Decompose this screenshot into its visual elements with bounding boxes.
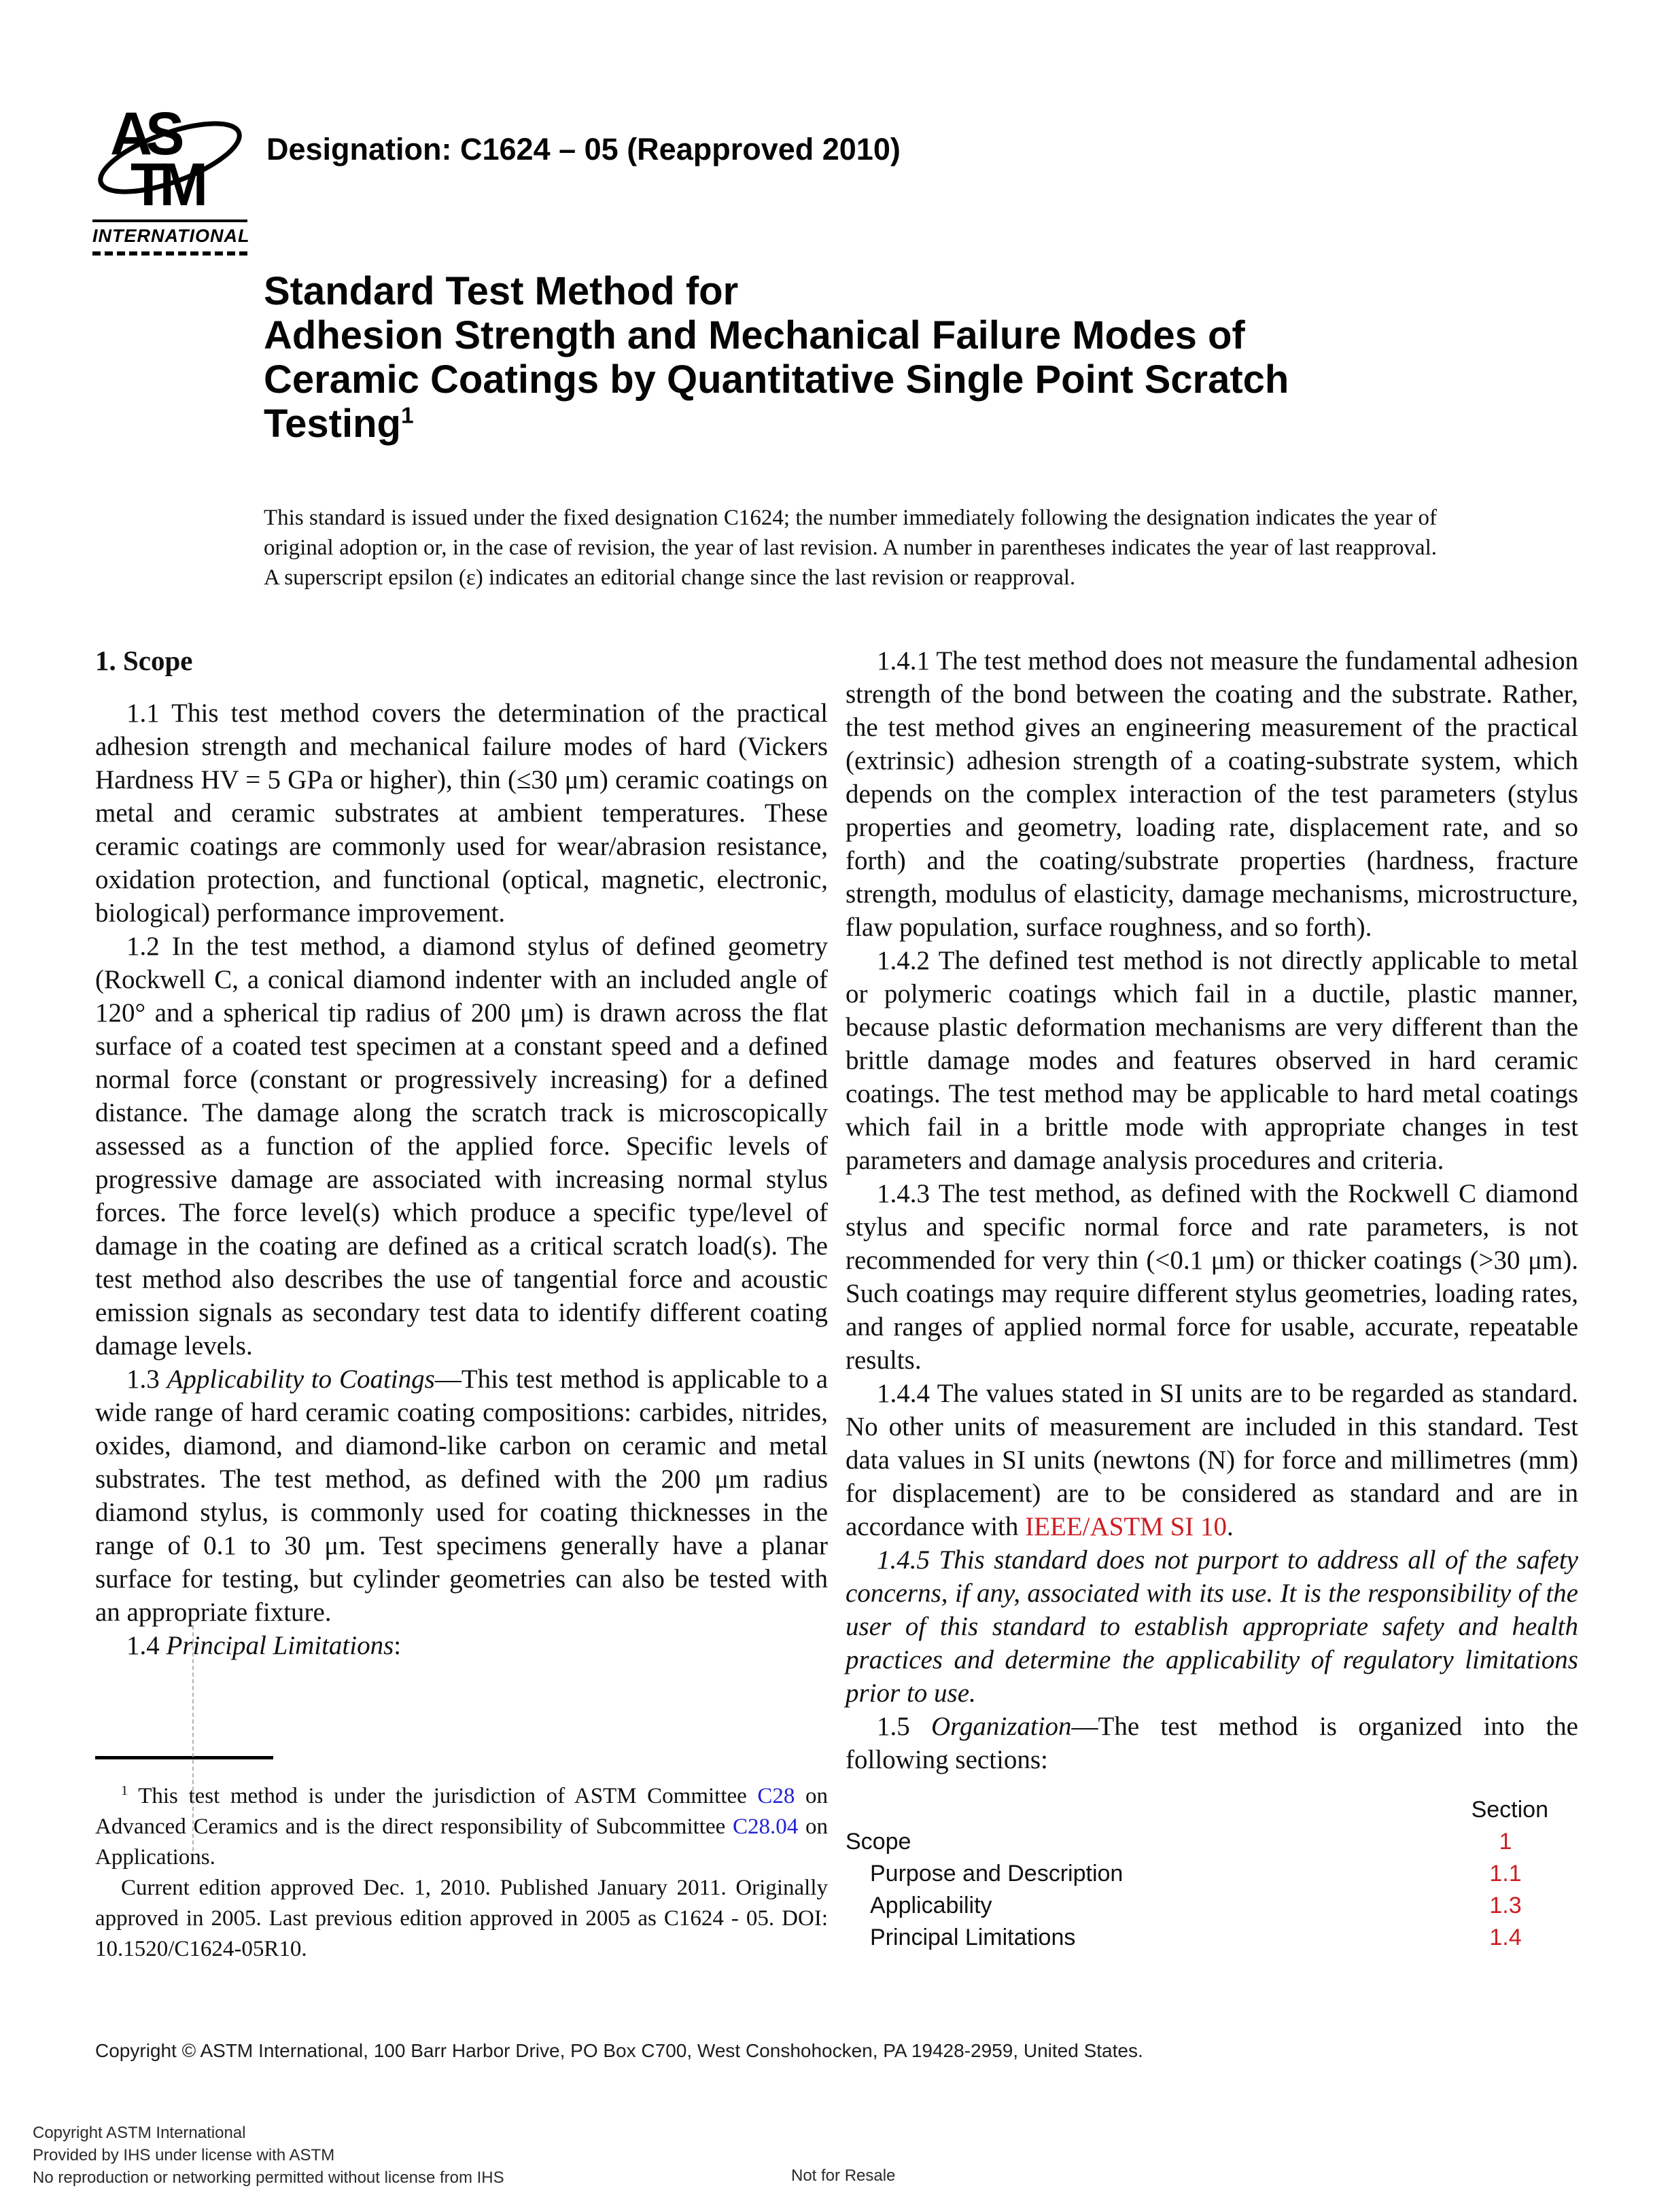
astm-logo: [92, 101, 250, 256]
text-segment: This test method is under the jurisdiction of ASTM Committee: [128, 1784, 758, 1808]
paragraph-1-1: [95, 697, 828, 930]
title-line: Adhesion Strength and Mechanical Failure Modes of: [264, 313, 1245, 357]
logo-international-label: INTERNATIONAL: [92, 220, 247, 247]
scan-artifact-line: [192, 1626, 194, 1851]
footnote-edition: Current edition approved Dec. 1, 2010. Published January 2011. Originally approved in 2005. Last previous edition approved in 2005 as C1624 - 05. DOI: 10.1520/C1624-05R10.: [95, 1876, 828, 1961]
link-ieee-astm-si-10[interactable]: IEEE/ASTM SI 10: [1025, 1512, 1228, 1541]
footnote-block: [95, 1756, 828, 1965]
page-title: [264, 269, 1378, 446]
text-segment: 1.4: [126, 1631, 167, 1660]
title-line: Ceramic Coatings by Quantitative Single Point Scratch: [264, 357, 1289, 402]
paragraph-1-5: [846, 1710, 1578, 1776]
text-segment: .: [1227, 1512, 1234, 1541]
section-label: Principal Limitations: [870, 1925, 1076, 1950]
paragraph-1-4-5: [846, 1543, 1578, 1710]
paragraph-1-4-2: [846, 944, 1578, 1177]
footnote-rule: [95, 1756, 273, 1759]
text-segment: Principal Limitations: [166, 1631, 394, 1660]
text-segment: on Advanced Ceramics and is the direct responsibility of Subcommittee: [95, 1784, 828, 1839]
license-line-noreproduction: No reproduction or networking permitted without license from IHS: [33, 2169, 504, 2187]
title-line-text: Testing: [264, 402, 401, 446]
text-segment: —This test method is applicable to a wide range of hard ceramic coating compositions: carbides, nitrides, oxides, diamond, and diamond-like carbon on ceramic and metal substrates. The test method, as defined with the 200 μm radius diamond stylus, is commonly used for coating thicknesses in the range of 0.1 to 30 μm. Test specimens generally have a planar surface for testing, but cylinder geometries can also be tested with an appropriate fixture.: [95, 1365, 829, 1627]
license-line-copyright: Copyright ASTM International: [33, 2124, 246, 2142]
text-segment: 1.4.3 The test method, as defined with the Rockwell C diamond stylus and specific normal force and rate parameters, is not recommended for very thin (<0.1 μm) or thicker coatings (>30 μm). Such coatings may require different stylus geometries, loading rates, and ranges of applied normal force for usable, accurate, repeatable results.: [846, 1179, 1578, 1375]
paragraph-1-4-4: [846, 1377, 1578, 1543]
link-c28-04[interactable]: C28.04: [732, 1814, 799, 1839]
table-row: [846, 1858, 1578, 1890]
issued-note: This standard is issued under the fixed designation C1624; the number immediately following the designation indicates the year of original adoption or, in the case of revision, the year of last revision. A number in parentheses indicates the year of last reapproval. A superscript epsilon (ε) indicates an editorial change since the last revision or reapproval.: [264, 506, 1437, 590]
right-column: [846, 644, 1578, 1954]
text-segment: Applicability to Coatings: [167, 1365, 435, 1394]
not-for-resale-label: Not for Resale: [791, 2166, 896, 2185]
astm-logo-emblem: [92, 101, 247, 215]
license-line-provided: Provided by IHS under license with ASTM: [33, 2146, 335, 2164]
scope-heading: 1. Scope: [95, 645, 193, 676]
paragraph-1-4-1: [846, 644, 1578, 944]
license-block: [33, 2122, 504, 2189]
title-footnote-ref[interactable]: 1: [400, 403, 414, 429]
text-segment: 1.2 In the test method, a diamond stylus of defined geometry (Rockwell C, a conical diamond indenter with an included angle of 120° and a spherical tip radius of 200 μm) is drawn across the flat surface of a coated test specimen at a constant speed and a defined normal force (constant or progressively increasing) for a defined distance. The damage along the scratch track is microscopically assessed as a function of the applied force. Specific levels of progressive damage are associated with increasing normal stylus forces. The force level(s) which produce a specific type/level of damage in the coating are defined as a critical scratch load(s). The test method also describes the use of tangential force and acoustic emission signals as secondary test data to identify different coating damage levels.: [95, 932, 828, 1360]
text-segment: 1.4.4 The values stated in SI units are to be regarded as standard. No other units of measurement are included in this standard. Test data values in SI units (newtons (N) for force and millimetres (mm) for displacement) are to be considered as standard and are in accordance with: [846, 1379, 1578, 1541]
table-row: [846, 1826, 1578, 1858]
paragraph-1-4: [95, 1629, 828, 1662]
paragraph-1-4-3: [846, 1177, 1578, 1377]
section-table-header: Section: [1471, 1797, 1548, 1823]
logo-dashed-rule: [92, 251, 247, 256]
section-number-link[interactable]: 1.1: [1489, 1861, 1522, 1886]
section-number-link[interactable]: 1.4: [1489, 1925, 1522, 1950]
text-segment: 1.4.5 This standard does not purport to address all of the safety concerns, if any, associated with its use. It is the responsibility of the user of this standard to establish appropriate safety and health practices and determine the applicability of regulatory limitations prior to use.: [846, 1545, 1578, 1708]
text-segment: —The test method is organized into the following sections:: [846, 1712, 1578, 1774]
left-column: [95, 644, 828, 1662]
table-row: [846, 1922, 1578, 1954]
text-segment: 1.3: [126, 1365, 167, 1394]
section-number-link[interactable]: 1: [1499, 1829, 1512, 1855]
section-label: Purpose and Description: [870, 1861, 1124, 1886]
title-kicker: Standard Test Method for: [264, 269, 739, 313]
section-label: Scope: [846, 1829, 911, 1855]
section-number-link[interactable]: 1.3: [1489, 1893, 1522, 1918]
footnote-jurisdiction: [95, 1781, 828, 1873]
text-segment: 1.4.1 The test method does not measure the fundamental adhesion strength of the bond between the coating and the substrate. Rather, the test method gives an engineering measurement of the practical (extrinsic) adhesion strength of a coating-substrate system, which depends on the complex interaction of the test parameters (stylus properties and geometry, loading rate, displacement rate, and so forth) and the coating/substrate properties (hardness, fracture strength, modulus of elasticity, damage mechanisms, microstructure, flaw population, surface roughness, and so forth).: [846, 646, 1578, 942]
logo-letters-row2: TM: [130, 150, 202, 215]
text-segment: on Applications.: [95, 1814, 828, 1869]
text-segment: :: [394, 1631, 402, 1660]
link-c28[interactable]: C28: [757, 1784, 795, 1808]
text-segment: Organization: [930, 1712, 1072, 1741]
paragraph-1-3: [95, 1363, 828, 1629]
text-segment: 1: [121, 1783, 128, 1798]
paragraph-1-2: [95, 930, 828, 1363]
text-segment: 1.4.2 The defined test method is not directly applicable to metal or polymeric coatings which fail in a ductile, plastic manner, because plastic deformation mechanisms are very different than the brittle damage modes and features observed in hard ceramic coatings. The test method may be applicable to hard metal coatings which fail in a brittle mode with appropriate changes in test parameters and damage analysis procedures and criteria.: [846, 946, 1578, 1175]
table-row: [846, 1890, 1578, 1922]
section-table: [846, 1794, 1578, 1954]
title-line: [264, 402, 1378, 446]
text-segment: 1.1 This test method covers the determination of the practical adhesion strength and mechanical failure modes of hard (Vickers Hardness HV = 5 GPa or higher), thin (≤30 μm) ceramic coatings on metal and ceramic substrates at ambient temperatures. These ceramic coatings are commonly used for wear/abrasion resistance, oxidation protection, and functional (optical, magnetic, electronic, biological) performance improvement.: [95, 699, 828, 928]
text-segment: 1.5: [877, 1712, 931, 1741]
logo-letters-row1: AS: [110, 101, 178, 168]
copyright-line: Copyright © ASTM International, 100 Barr Harbor Drive, PO Box C700, West Conshohocken, PA 19428-2959, United States.: [95, 2040, 1143, 2061]
section-label: Applicability: [870, 1893, 992, 1918]
designation-line: Designation: C1624 – 05 (Reapproved 2010): [266, 132, 901, 166]
